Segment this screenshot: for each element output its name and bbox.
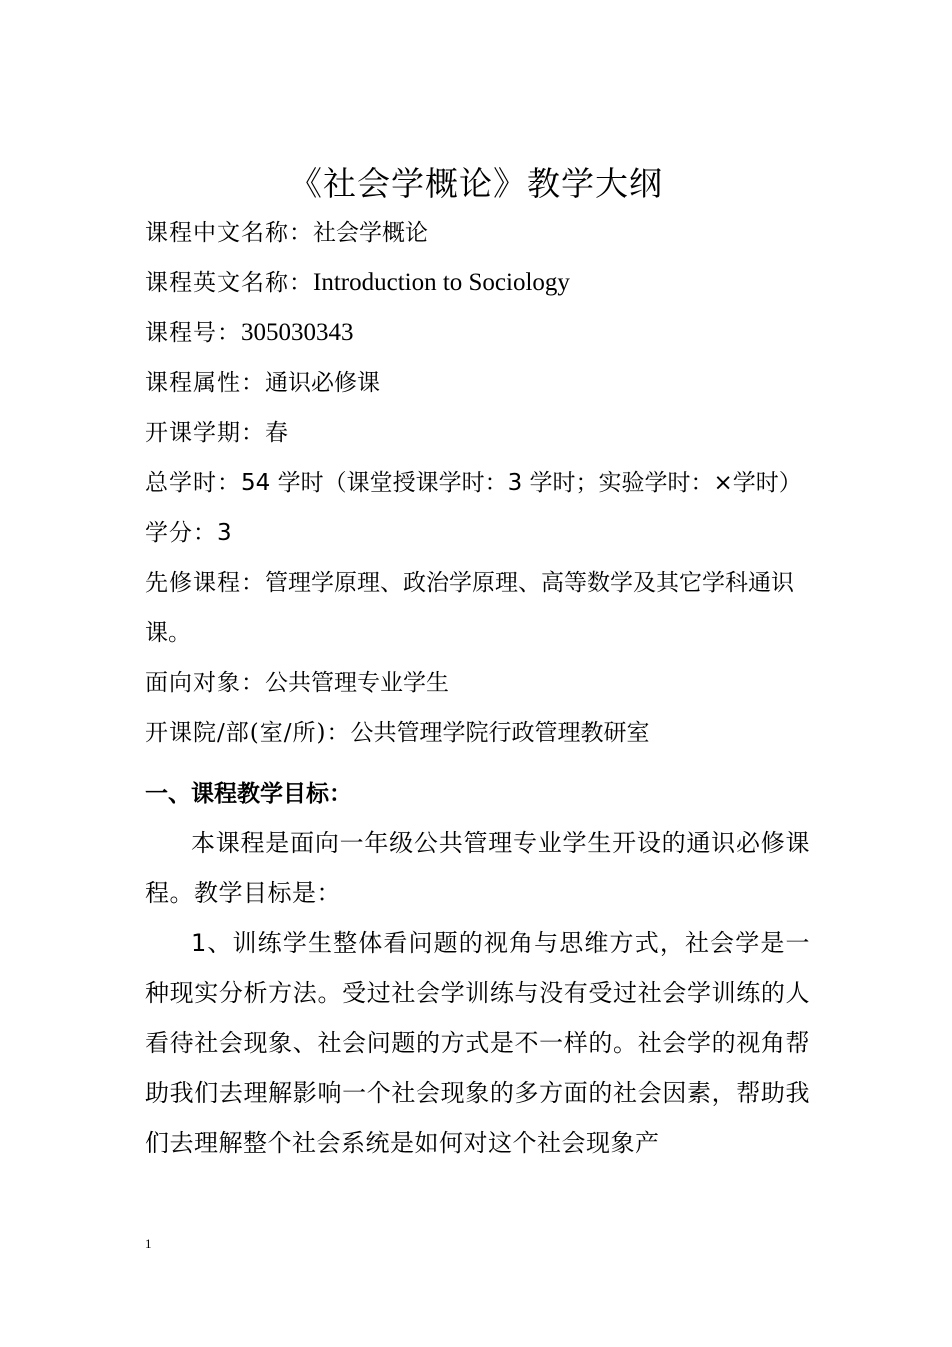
field-value: 春	[265, 420, 288, 446]
document-title: 《社会学概论》教学大纲	[289, 164, 663, 204]
field-value: 管理学原理、政治学原理、高等数学及其它学科通识课。	[145, 570, 794, 646]
field-value: 公共管理学院行政管理教研室	[350, 720, 650, 746]
field-department	[145, 708, 810, 758]
field-label: 开课学期：	[145, 420, 265, 446]
field-total-hours	[145, 458, 810, 508]
section-heading-objectives: 一、课程教学目标：	[145, 781, 352, 807]
field-audience	[145, 658, 810, 708]
field-label: 课程英文名称：	[145, 270, 313, 296]
field-course-type	[145, 358, 810, 408]
field-value: 社会学概论	[313, 220, 428, 246]
field-prerequisites	[145, 558, 810, 658]
page-number: 1	[145, 1236, 152, 1251]
field-value: 公共管理专业学生	[265, 670, 449, 696]
field-course-number	[145, 308, 810, 358]
field-value: Introduction to Sociology	[313, 269, 570, 296]
objective-item-text: 、训练学生整体看问题的视角与思维方式，社会学是一种现实分析方法。受过社会学训练与没有受过社会学训练的人看待社会现象、社会问题的方式是不一样的。社会学的视角帮助我们去理解影响一个社会现象的多方面的社会因素，帮助我们去理解整个社会系统是如何对这个社会现象产	[145, 929, 810, 1157]
field-label: 开课院/部(室/所)：	[145, 720, 351, 746]
field-value: 3	[217, 520, 232, 546]
field-chinese-name	[145, 208, 810, 258]
objectives-intro-paragraph: 本课程是面向一年级公共管理专业学生开设的通识必修课程。教学目标是：	[145, 829, 810, 907]
field-label: 总学时：	[145, 470, 241, 496]
field-label: 面向对象：	[145, 670, 265, 696]
objective-item-1	[145, 918, 810, 1168]
field-value: 54 学时（课堂授课学时：3 学时；实验学时：×学时）	[241, 470, 802, 496]
field-label: 课程中文名称：	[145, 220, 313, 246]
field-label: 课程属性：	[145, 370, 265, 396]
objective-item-number: 1	[191, 929, 207, 957]
field-label: 课程号：	[145, 320, 241, 346]
field-credits	[145, 508, 810, 558]
field-semester	[145, 408, 810, 458]
field-value: 通识必修课	[265, 370, 380, 396]
field-value: 305030343	[241, 319, 354, 346]
course-info	[145, 208, 810, 1168]
field-label: 先修课程：	[145, 570, 265, 596]
field-label: 学分：	[145, 520, 217, 546]
field-english-name	[145, 258, 810, 308]
